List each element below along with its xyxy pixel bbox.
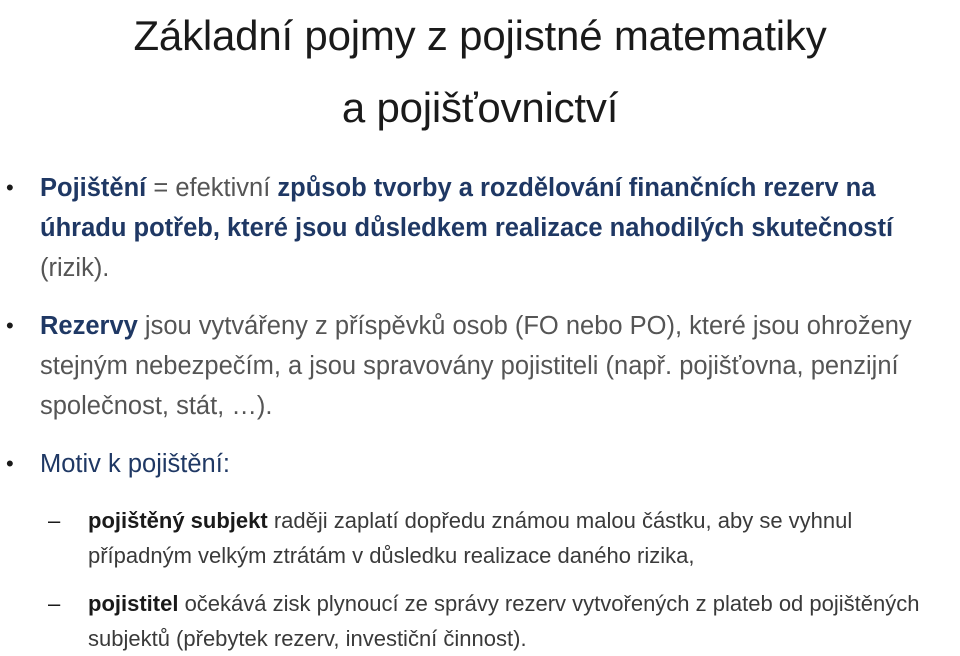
term-insurance: Pojištění — [40, 174, 147, 202]
term-insurer: pojistitel — [88, 591, 179, 616]
motive-heading: Motiv k pojištění: — [40, 450, 230, 478]
reserves-text: jsou vytvářeny z příspěvků osob (FO nebo PO), které jsou ohroženy stejným nebezpečím, a jsou spravovány pojistiteli (např. pojišťovna, penzijní společnost, stát, …). — [40, 312, 912, 420]
bullet-insurance-definition — [6, 168, 950, 288]
insurance-text-2: (rizik). — [40, 254, 110, 282]
bullet-motive — [6, 444, 950, 484]
bullet-dot-icon: • — [6, 451, 14, 476]
subbullet-insurer — [48, 586, 954, 656]
dash-icon: – — [48, 508, 61, 533]
bullet-reserves — [6, 306, 950, 426]
insured-subject-text: raději zaplatí dopředu známou malou částku, aby se vyhnul případným velkým ztrátám v důsledku realizace daného rizika, — [88, 508, 853, 568]
subbullet-insured-subject — [48, 503, 954, 573]
term-insured-subject: pojištěný subjekt — [88, 508, 268, 533]
term-reserves: Rezervy — [40, 312, 138, 340]
title-line-1: Základní pojmy z pojistné matematiky — [133, 12, 827, 59]
insurer-text: očekává zisk plynoucí ze správy rezerv vytvořených z plateb od pojištěných subjektů (přebytek rezerv, investiční činnost). — [88, 591, 920, 651]
dash-icon: – — [48, 591, 61, 616]
bullet-dot-icon: • — [6, 175, 14, 200]
title-line-2: a pojišťovnictví — [341, 84, 619, 131]
insurance-definition-bold: způsob tvorby a rozdělování finančních rezerv na úhradu potřeb, které jsou důsledkem realizace nahodilých skutečností — [40, 174, 894, 242]
slide-title — [0, 0, 960, 144]
insurance-text-1: = efektivní — [146, 174, 278, 202]
bullet-dot-icon: • — [6, 313, 14, 338]
